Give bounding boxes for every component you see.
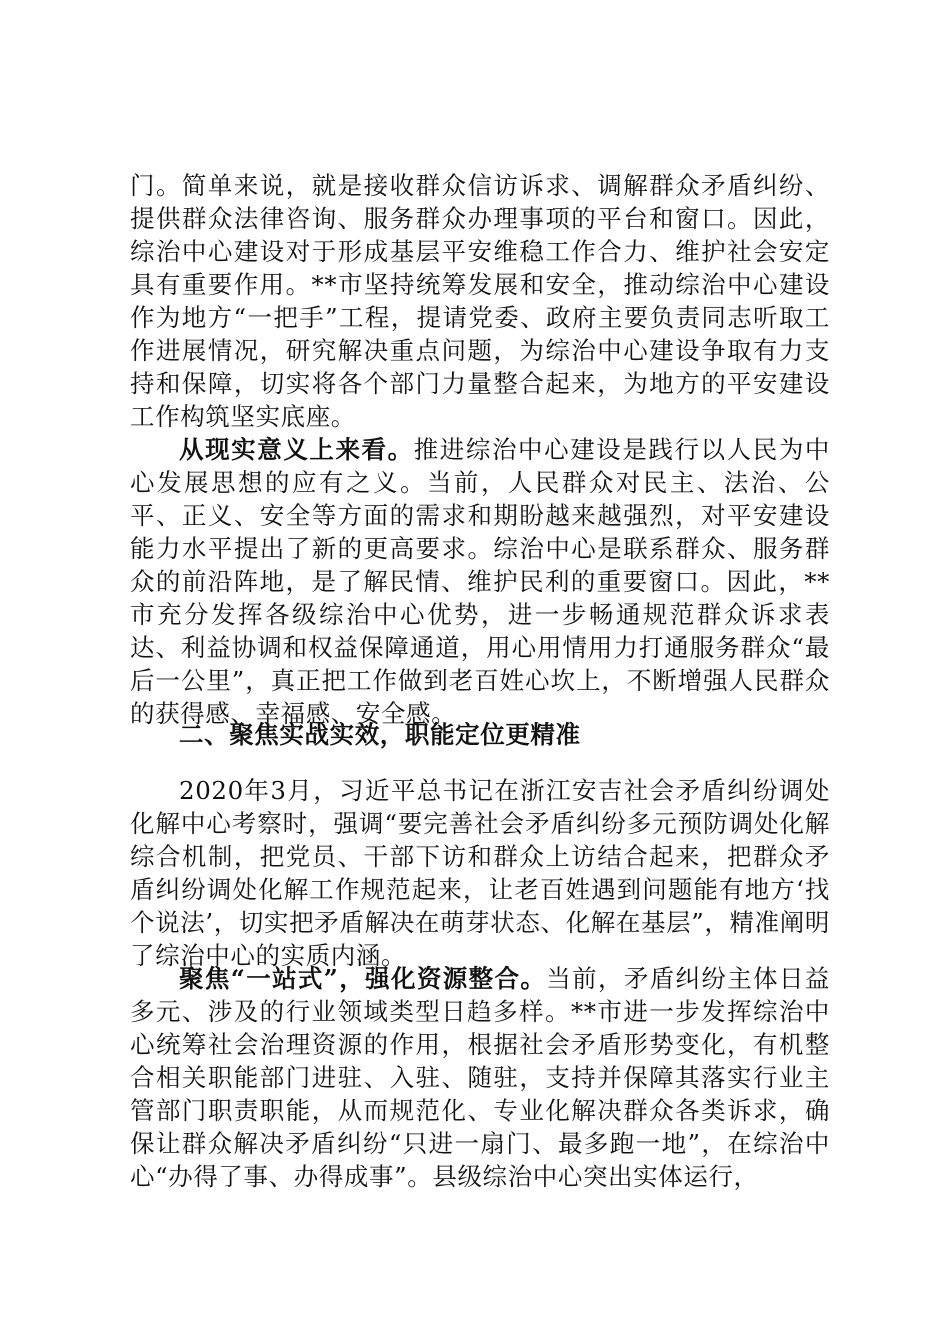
paragraph-continuation — [130, 169, 830, 433]
paragraph-text: 当前，矛盾纠纷主体日益多元、涉及的行业领域类型日趋多样。**市进一步发挥综治中心统筹社会治理资源的作用，根据社会矛盾形势变化，有机整合相关职能部门进驻、入驻、随驻，支持并保障其落实行业主管部门职责职能，从而规范化、专业化解决群众各类诉求，确保让群众解决矛盾纠纷“只进一扇门、最多跑一地”，在综治中心“办得了事、办得成事”。县级综治中心突出实体运行， — [130, 964, 830, 1191]
paragraph-lead: 从现实意义上来看。 — [179, 435, 414, 464]
paragraph-xi-visit — [130, 774, 830, 972]
section-heading: 二、聚焦实战实效，职能定位更精准 — [179, 720, 581, 749]
paragraph-one-stop — [130, 962, 830, 1193]
paragraph-lead: 聚焦“一站式”，强化资源整合。 — [179, 964, 547, 993]
paragraph-text: 推进综治中心建设是践行以人民为中心发展思想的应有之义。当前，人民群众对民主、法治、公平、正义、安全等方面的需求和期盼越来越强烈，对平安建设能力水平提出了新的更高要求。综治中心是联系群众、服务群众的前沿阵地，是了解民情、维护民利的重要窗口。因此，**市充分发挥各级综治中心优势，进一步畅通规范群众诉求表达、利益协调和权益保障通道，用心用情用力打通服务群众“最后一公里”，真正把工作做到老百姓心坎上，不断增强人民群众的获得感、幸福感、安全感。 — [130, 435, 830, 728]
paragraph-text: 门。简单来说，就是接收群众信访诉求、调解群众矛盾纠纷、提供群众法律咨询、服务群众办理事项的平台和窗口。因此，综治中心建设对于形成基层平安维稳工作合力、维护社会安定具有重要作用。**市坚持统筹发展和安全，推动综治中心建设作为地方“一把手”工程，提请党委、政府主要负责同志听取工作进展情况，研究解决重点问题，为综治中心建设争取有力支持和保障，切实将各个部门力量整合起来，为地方的平安建设工作构筑坚实底座。 — [130, 171, 830, 431]
paragraph-practical-significance — [130, 433, 830, 730]
paragraph-text: 2020年3月，习近平总书记在浙江安吉社会矛盾纠纷调处化解中心考察时，强调“要完善社会矛盾纠纷多元预防调处化解综合机制，把党员、干部下访和群众上访结合起来，把群众矛盾纠纷调处化解工作规范起来，让老百姓遇到问题能有地方‘找个说法’，切实把矛盾解决在萌芽状态、化解在基层”，精准阐明了综治中心的实质内涵。 — [130, 776, 830, 970]
